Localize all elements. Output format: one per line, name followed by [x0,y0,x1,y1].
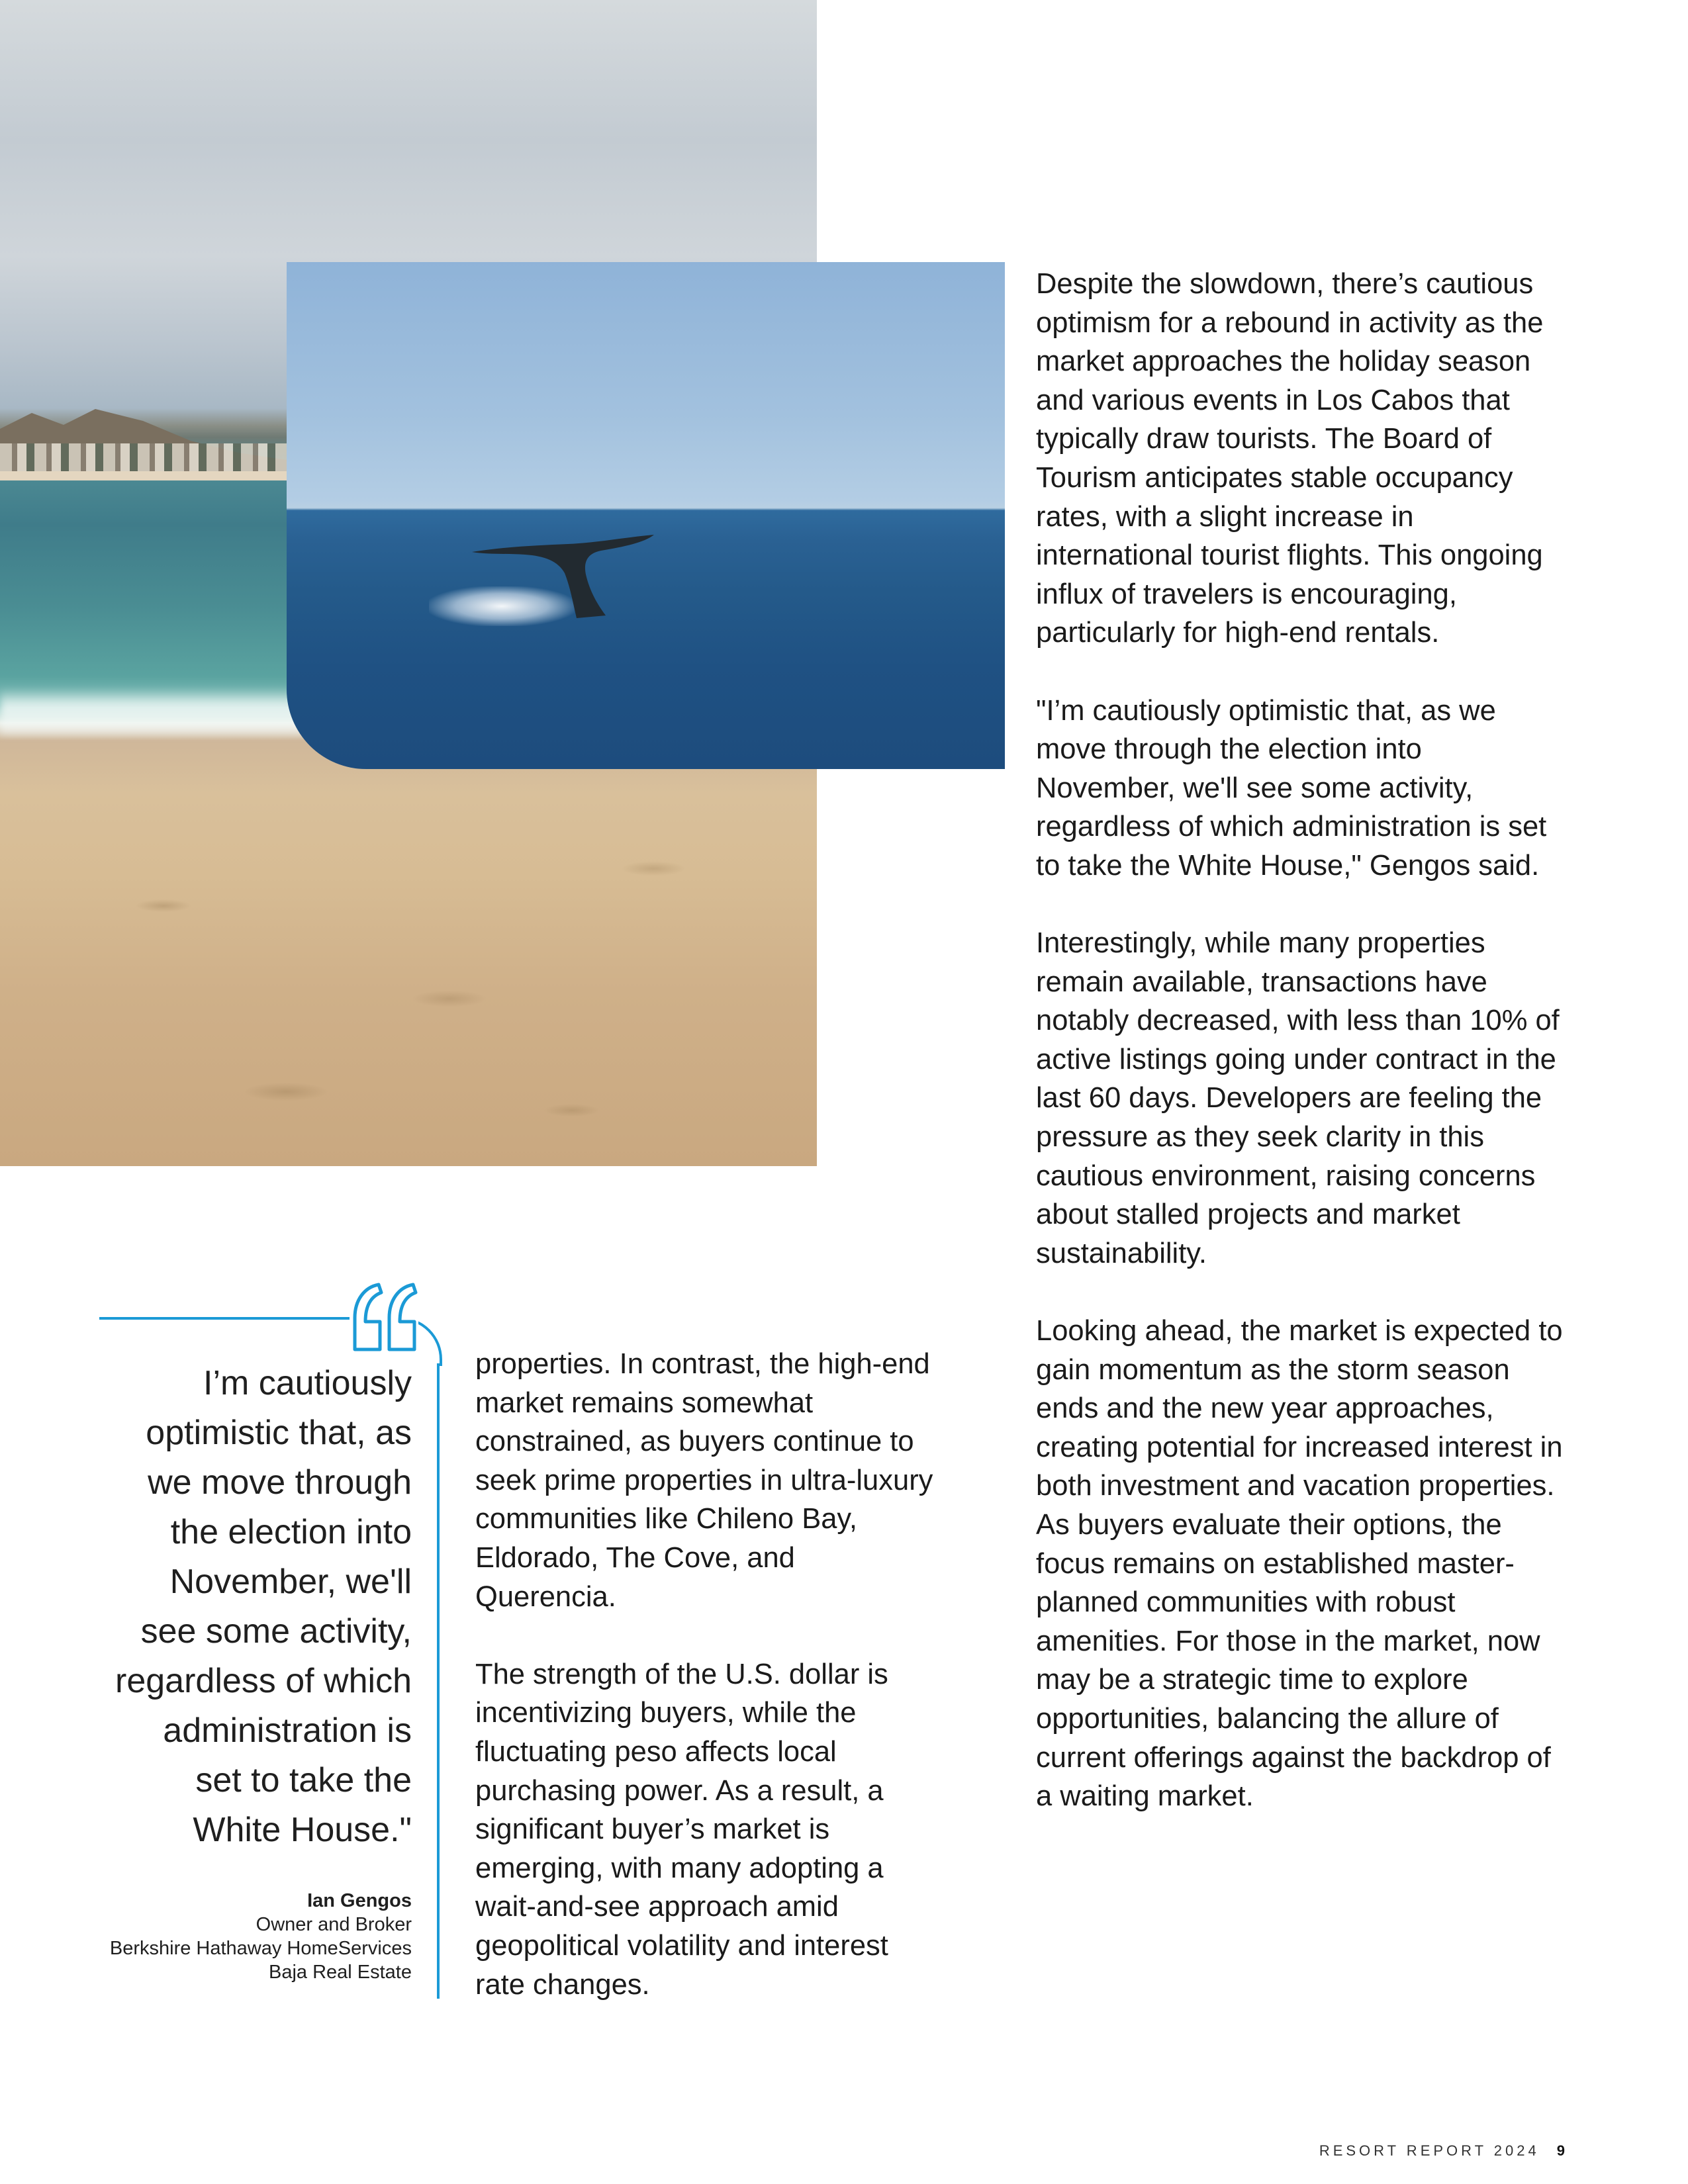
pull-quote-line: administration is [163,1711,412,1750]
pull-quote-line: see some activity, [140,1612,412,1651]
pull-quote-attribution [53,1889,412,1984]
pull-quote-line: November, we'll [169,1563,412,1601]
attribution-role: Owner and Broker [256,1914,412,1935]
attribution-name: Ian Gengos [307,1890,412,1911]
article-column-middle [475,1345,939,2004]
attribution-company: Baja Real Estate [268,1962,412,1983]
article-paragraph: Interestingly, while many properties remain available, transactions have notably decreased, with less than 10% of active listings going under contract in the last 60 days. Developers are feeling the pressure as they seek clarity in this cautious environment, raising concerns about stalled projects and market sustainability. [1036,927,1560,1269]
article-paragraph: The strength of the U.S. dollar is incentivizing buyers, while the fluctuating peso affects local purchasing power. As a result, a significant buyer’s market is emerging, with many adopting a wait-and-see approach amid geopolitical volatility and interest rate changes. [475,1658,888,2001]
pull-quote-rule-vertical [437,1363,440,1999]
article-column-right [1036,265,1566,1816]
publication-name: RESORT REPORT 2024 [1319,2142,1540,2159]
article-paragraph: Looking ahead, the market is expected to gain momentum as the storm season ends and the new year approaches, creating potential for increased interest in both investment and vacation properties. As buyers evaluate their options, the focus remains on established master-planned communities with robust amenities. For those in the market, now may be a strategic time to explore opportunities, balancing the allure of current offerings against the backdrop of a waiting market. [1036,1315,1563,1813]
page-footer [1319,2142,1565,2160]
pull-quote-line: White House." [193,1811,412,1849]
pull-quote-rule-horizontal [99,1317,356,1320]
pull-quote-line: I’m cautiously [203,1364,412,1402]
sand-texture [0,794,817,1166]
whale-tail-photo [287,262,1005,769]
pull-quote-line: the election into [170,1513,412,1551]
pull-quote-text [66,1359,412,1855]
quote-mark-icon [350,1281,418,1360]
page-number: 9 [1556,2142,1565,2159]
distant-shoreline [0,471,291,480]
article-paragraph: properties. In contrast, the high-end market remains somewhat constrained, as buyers continue to seek prime properties in ultra-luxury communities like Chileno Bay, Eldorado, The Cove, and Querencia. [475,1348,933,1613]
attribution-company: Berkshire Hathaway HomeServices [109,1938,412,1959]
article-paragraph: Despite the slowdown, there’s cautious optimism for a rebound in activity as the market approaches the holiday season and various events in Los Cabos that typically draw tourists. The Board of Tourism anticipates stable occupancy rates, with a slight increase in international tourist flights. This ongoing influx of travelers is encouraging, particularly for high-end rentals. [1036,268,1544,649]
pull-quote-line: regardless of which [115,1662,412,1700]
whale-tail-icon [459,527,671,619]
article-paragraph: "I’m cautiously optimistic that, as we move through the election into November, we'll see some activity, regardless of which administration is set to take the White House," Gengos said. [1036,694,1547,882]
pull-quote-line: we move through [148,1463,412,1502]
pull-quote-line: optimistic that, as [146,1414,412,1452]
pull-quote-line: set to take the [195,1761,412,1799]
